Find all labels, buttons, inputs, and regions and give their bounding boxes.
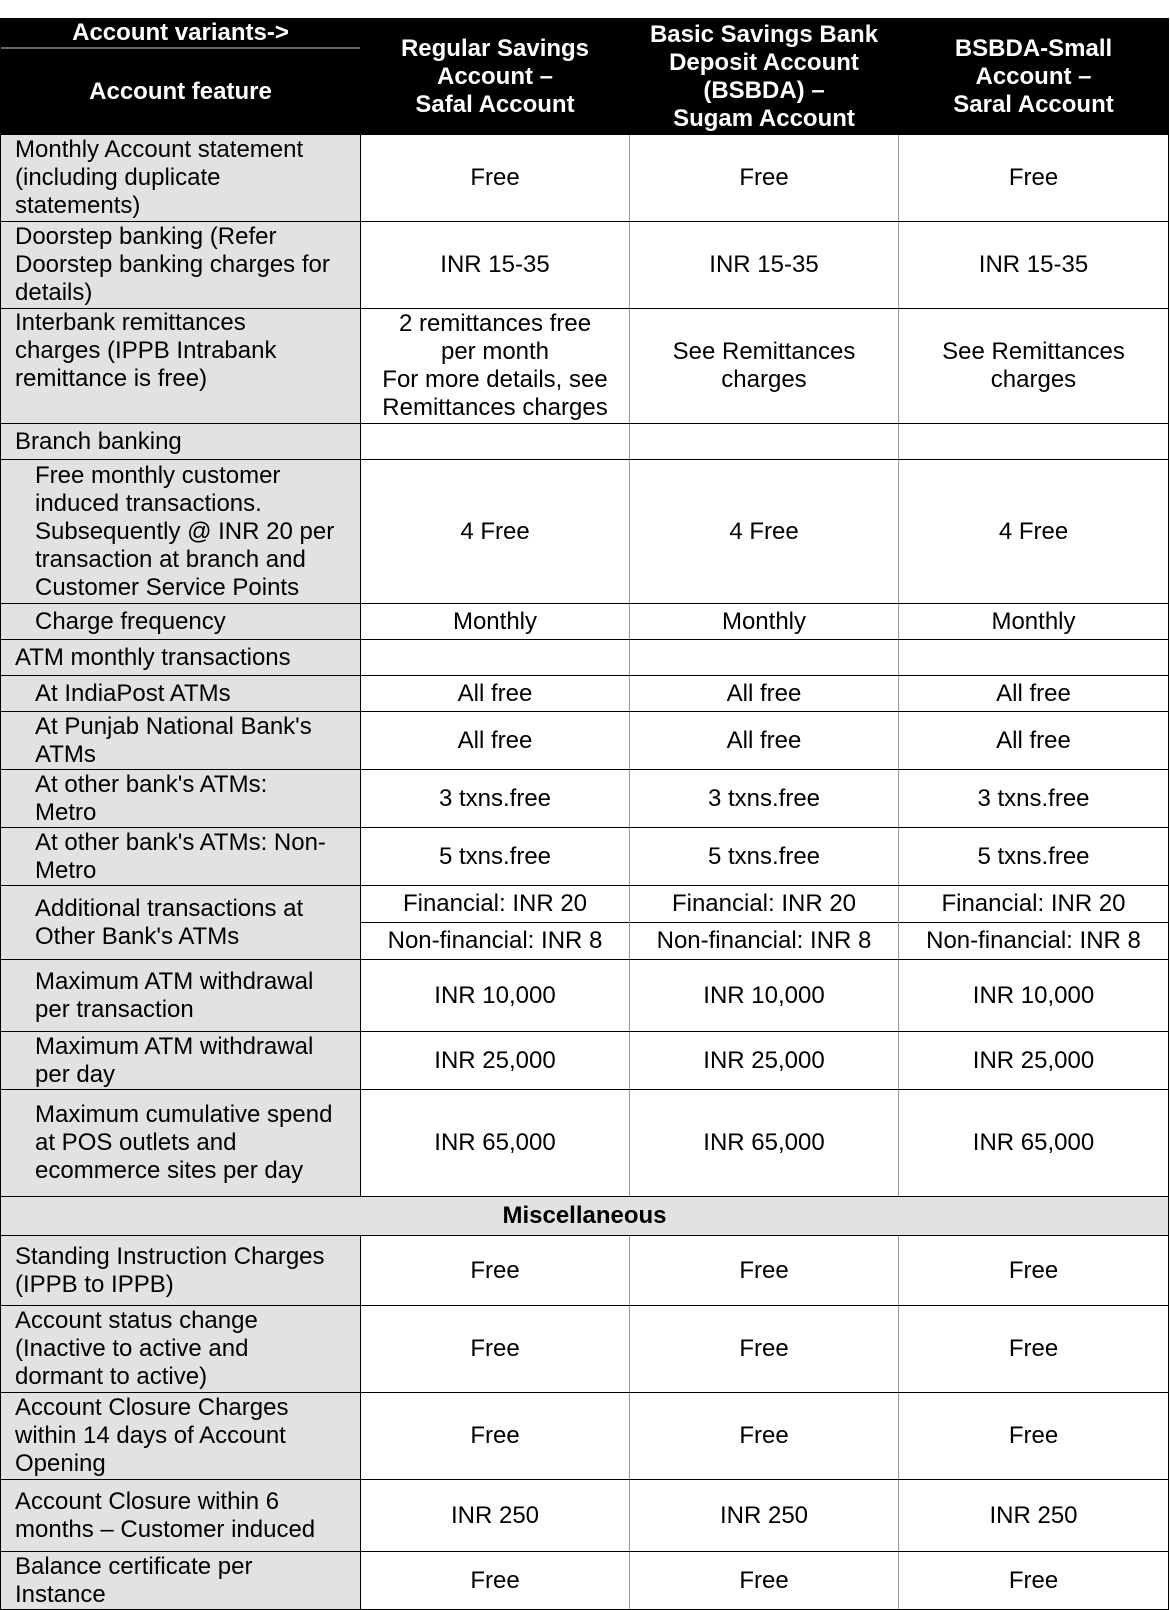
feature-cell: Account status change (Inactive to active and dormant to active) xyxy=(1,1306,361,1393)
table-row xyxy=(1,1480,1169,1552)
table-row xyxy=(1,424,1169,460)
table-row xyxy=(1,1032,1169,1090)
value-cell: INR 25,000 xyxy=(361,1032,630,1090)
value-cell xyxy=(630,640,899,676)
corner-header-cell xyxy=(1,19,361,135)
feature-cell: Balance certificate per Instance xyxy=(1,1552,361,1610)
financial-charge: Financial: INR 20 xyxy=(671,890,857,917)
value-cell: Free xyxy=(361,135,630,222)
value-cell xyxy=(899,886,1169,960)
non-financial-charge: Non-financial: INR 8 xyxy=(630,922,898,959)
value-cell: Free xyxy=(630,1552,899,1610)
value-cell: All free xyxy=(361,712,630,770)
value-cell xyxy=(361,424,630,460)
table-row xyxy=(1,886,1169,960)
section-row xyxy=(1,1197,1169,1236)
table-row xyxy=(1,1236,1169,1306)
value-cell: Free xyxy=(361,1393,630,1480)
feature-cell: Maximum ATM withdrawal per transaction xyxy=(1,960,361,1032)
feature-cell: Maximum cumulative spend at POS outlets and ecommerce sites per day xyxy=(1,1090,361,1197)
table-row xyxy=(1,309,1169,424)
table-row xyxy=(1,770,1169,828)
value-cell: INR 25,000 xyxy=(899,1032,1169,1090)
value-cell: Monthly xyxy=(361,604,630,640)
value-cell: INR 250 xyxy=(361,1480,630,1552)
value-cell: Free xyxy=(899,135,1169,222)
value-cell: All free xyxy=(361,676,630,712)
value-cell: See Remittances charges xyxy=(630,309,899,424)
feature-cell: At IndiaPost ATMs xyxy=(1,676,361,712)
value-cell: All free xyxy=(899,676,1169,712)
value-cell: INR 65,000 xyxy=(630,1090,899,1197)
value-cell xyxy=(630,886,899,960)
financial-charge: Financial: INR 20 xyxy=(941,890,1126,917)
table-row xyxy=(1,676,1169,712)
value-cell xyxy=(361,640,630,676)
value-cell: See Remittances charges xyxy=(899,309,1169,424)
feature-cell: Interbank remittances charges (IPPB Intrabank remittance is free) xyxy=(1,309,361,424)
value-cell: All free xyxy=(630,712,899,770)
value-cell: Monthly xyxy=(899,604,1169,640)
table-row xyxy=(1,960,1169,1032)
table-row xyxy=(1,135,1169,222)
value-cell: Free xyxy=(630,1236,899,1306)
column-header-safal: Regular Savings Account – Safal Account xyxy=(361,19,630,135)
value-cell: 5 txns.free xyxy=(361,828,630,886)
value-cell: 3 txns.free xyxy=(361,770,630,828)
value-cell: Free xyxy=(630,1393,899,1480)
table-row xyxy=(1,1306,1169,1393)
table-row xyxy=(1,604,1169,640)
column-header-saral: BSBDA-Small Account – Saral Account xyxy=(899,19,1169,135)
value-cell xyxy=(899,424,1169,460)
value-cell: Free xyxy=(361,1236,630,1306)
table-row xyxy=(1,460,1169,604)
column-header-sugam: Basic Savings Bank Deposit Account (BSBDA) – Sugam Account xyxy=(630,19,899,135)
table-row xyxy=(1,712,1169,770)
value-cell: INR 10,000 xyxy=(361,960,630,1032)
value-cell: INR 15-35 xyxy=(630,222,899,309)
table-row xyxy=(1,828,1169,886)
table-row xyxy=(1,1393,1169,1480)
value-cell: 4 Free xyxy=(630,460,899,604)
feature-cell: Standing Instruction Charges (IPPB to IPPB) xyxy=(1,1236,361,1306)
feature-cell: At other bank's ATMs: Metro xyxy=(1,770,361,828)
feature-cell: Free monthly customer induced transactions. Subsequently @ INR 20 per transaction at branch and Customer Service Points xyxy=(1,460,361,604)
section-title: Miscellaneous xyxy=(1,1197,1169,1236)
value-cell: Free xyxy=(899,1393,1169,1480)
feature-cell: Account Closure within 6 months – Customer induced xyxy=(1,1480,361,1552)
value-cell: 3 txns.free xyxy=(630,770,899,828)
feature-cell: Account Closure Charges within 14 days of Account Opening xyxy=(1,1393,361,1480)
value-cell: INR 250 xyxy=(630,1480,899,1552)
feature-cell: Doorstep banking (Refer Doorstep banking charges for details) xyxy=(1,222,361,309)
value-cell: Monthly xyxy=(630,604,899,640)
financial-charge: Financial: INR 20 xyxy=(402,890,588,917)
account-feature-label: Account feature xyxy=(89,77,272,105)
value-cell: INR 15-35 xyxy=(899,222,1169,309)
value-cell: 4 Free xyxy=(361,460,630,604)
value-cell: 3 txns.free xyxy=(899,770,1169,828)
value-cell: 5 txns.free xyxy=(899,828,1169,886)
feature-cell: Charge frequency xyxy=(1,604,361,640)
account-variants-label: Account variants-> xyxy=(1,19,360,49)
value-cell: Free xyxy=(361,1552,630,1610)
value-cell xyxy=(630,424,899,460)
feature-cell: Additional transactions at Other Bank's ATMs xyxy=(1,886,361,960)
value-cell: Free xyxy=(630,1306,899,1393)
value-cell: 2 remittances free per month For more details, see Remittances charges xyxy=(361,309,630,424)
value-cell: All free xyxy=(630,676,899,712)
header-row xyxy=(1,19,1169,135)
value-cell: Free xyxy=(899,1236,1169,1306)
value-cell: All free xyxy=(899,712,1169,770)
table-row xyxy=(1,1090,1169,1197)
value-cell xyxy=(899,640,1169,676)
non-financial-charge: Non-financial: INR 8 xyxy=(361,922,629,959)
value-cell: Free xyxy=(899,1552,1169,1610)
value-cell xyxy=(361,886,630,960)
account-charges-sheet xyxy=(0,18,1168,1610)
value-cell: Free xyxy=(630,135,899,222)
feature-cell: Monthly Account statement (including duplicate statements) xyxy=(1,135,361,222)
value-cell: INR 15-35 xyxy=(361,222,630,309)
value-cell: 4 Free xyxy=(899,460,1169,604)
feature-cell: At other bank's ATMs: Non- Metro xyxy=(1,828,361,886)
value-cell: INR 65,000 xyxy=(899,1090,1169,1197)
account-charges-table xyxy=(0,18,1169,1610)
value-cell: INR 10,000 xyxy=(899,960,1169,1032)
feature-cell: Maximum ATM withdrawal per day xyxy=(1,1032,361,1090)
non-financial-charge: Non-financial: INR 8 xyxy=(899,922,1168,959)
feature-cell: At Punjab National Bank's ATMs xyxy=(1,712,361,770)
value-cell: INR 25,000 xyxy=(630,1032,899,1090)
feature-cell: ATM monthly transactions xyxy=(1,640,361,676)
value-cell: INR 65,000 xyxy=(361,1090,630,1197)
value-cell: INR 10,000 xyxy=(630,960,899,1032)
value-cell: Free xyxy=(361,1306,630,1393)
table-row xyxy=(1,222,1169,309)
table-row xyxy=(1,1552,1169,1610)
feature-cell: Branch banking xyxy=(1,424,361,460)
value-cell: Free xyxy=(899,1306,1169,1393)
value-cell: 5 txns.free xyxy=(630,828,899,886)
table-row xyxy=(1,640,1169,676)
value-cell: INR 250 xyxy=(899,1480,1169,1552)
